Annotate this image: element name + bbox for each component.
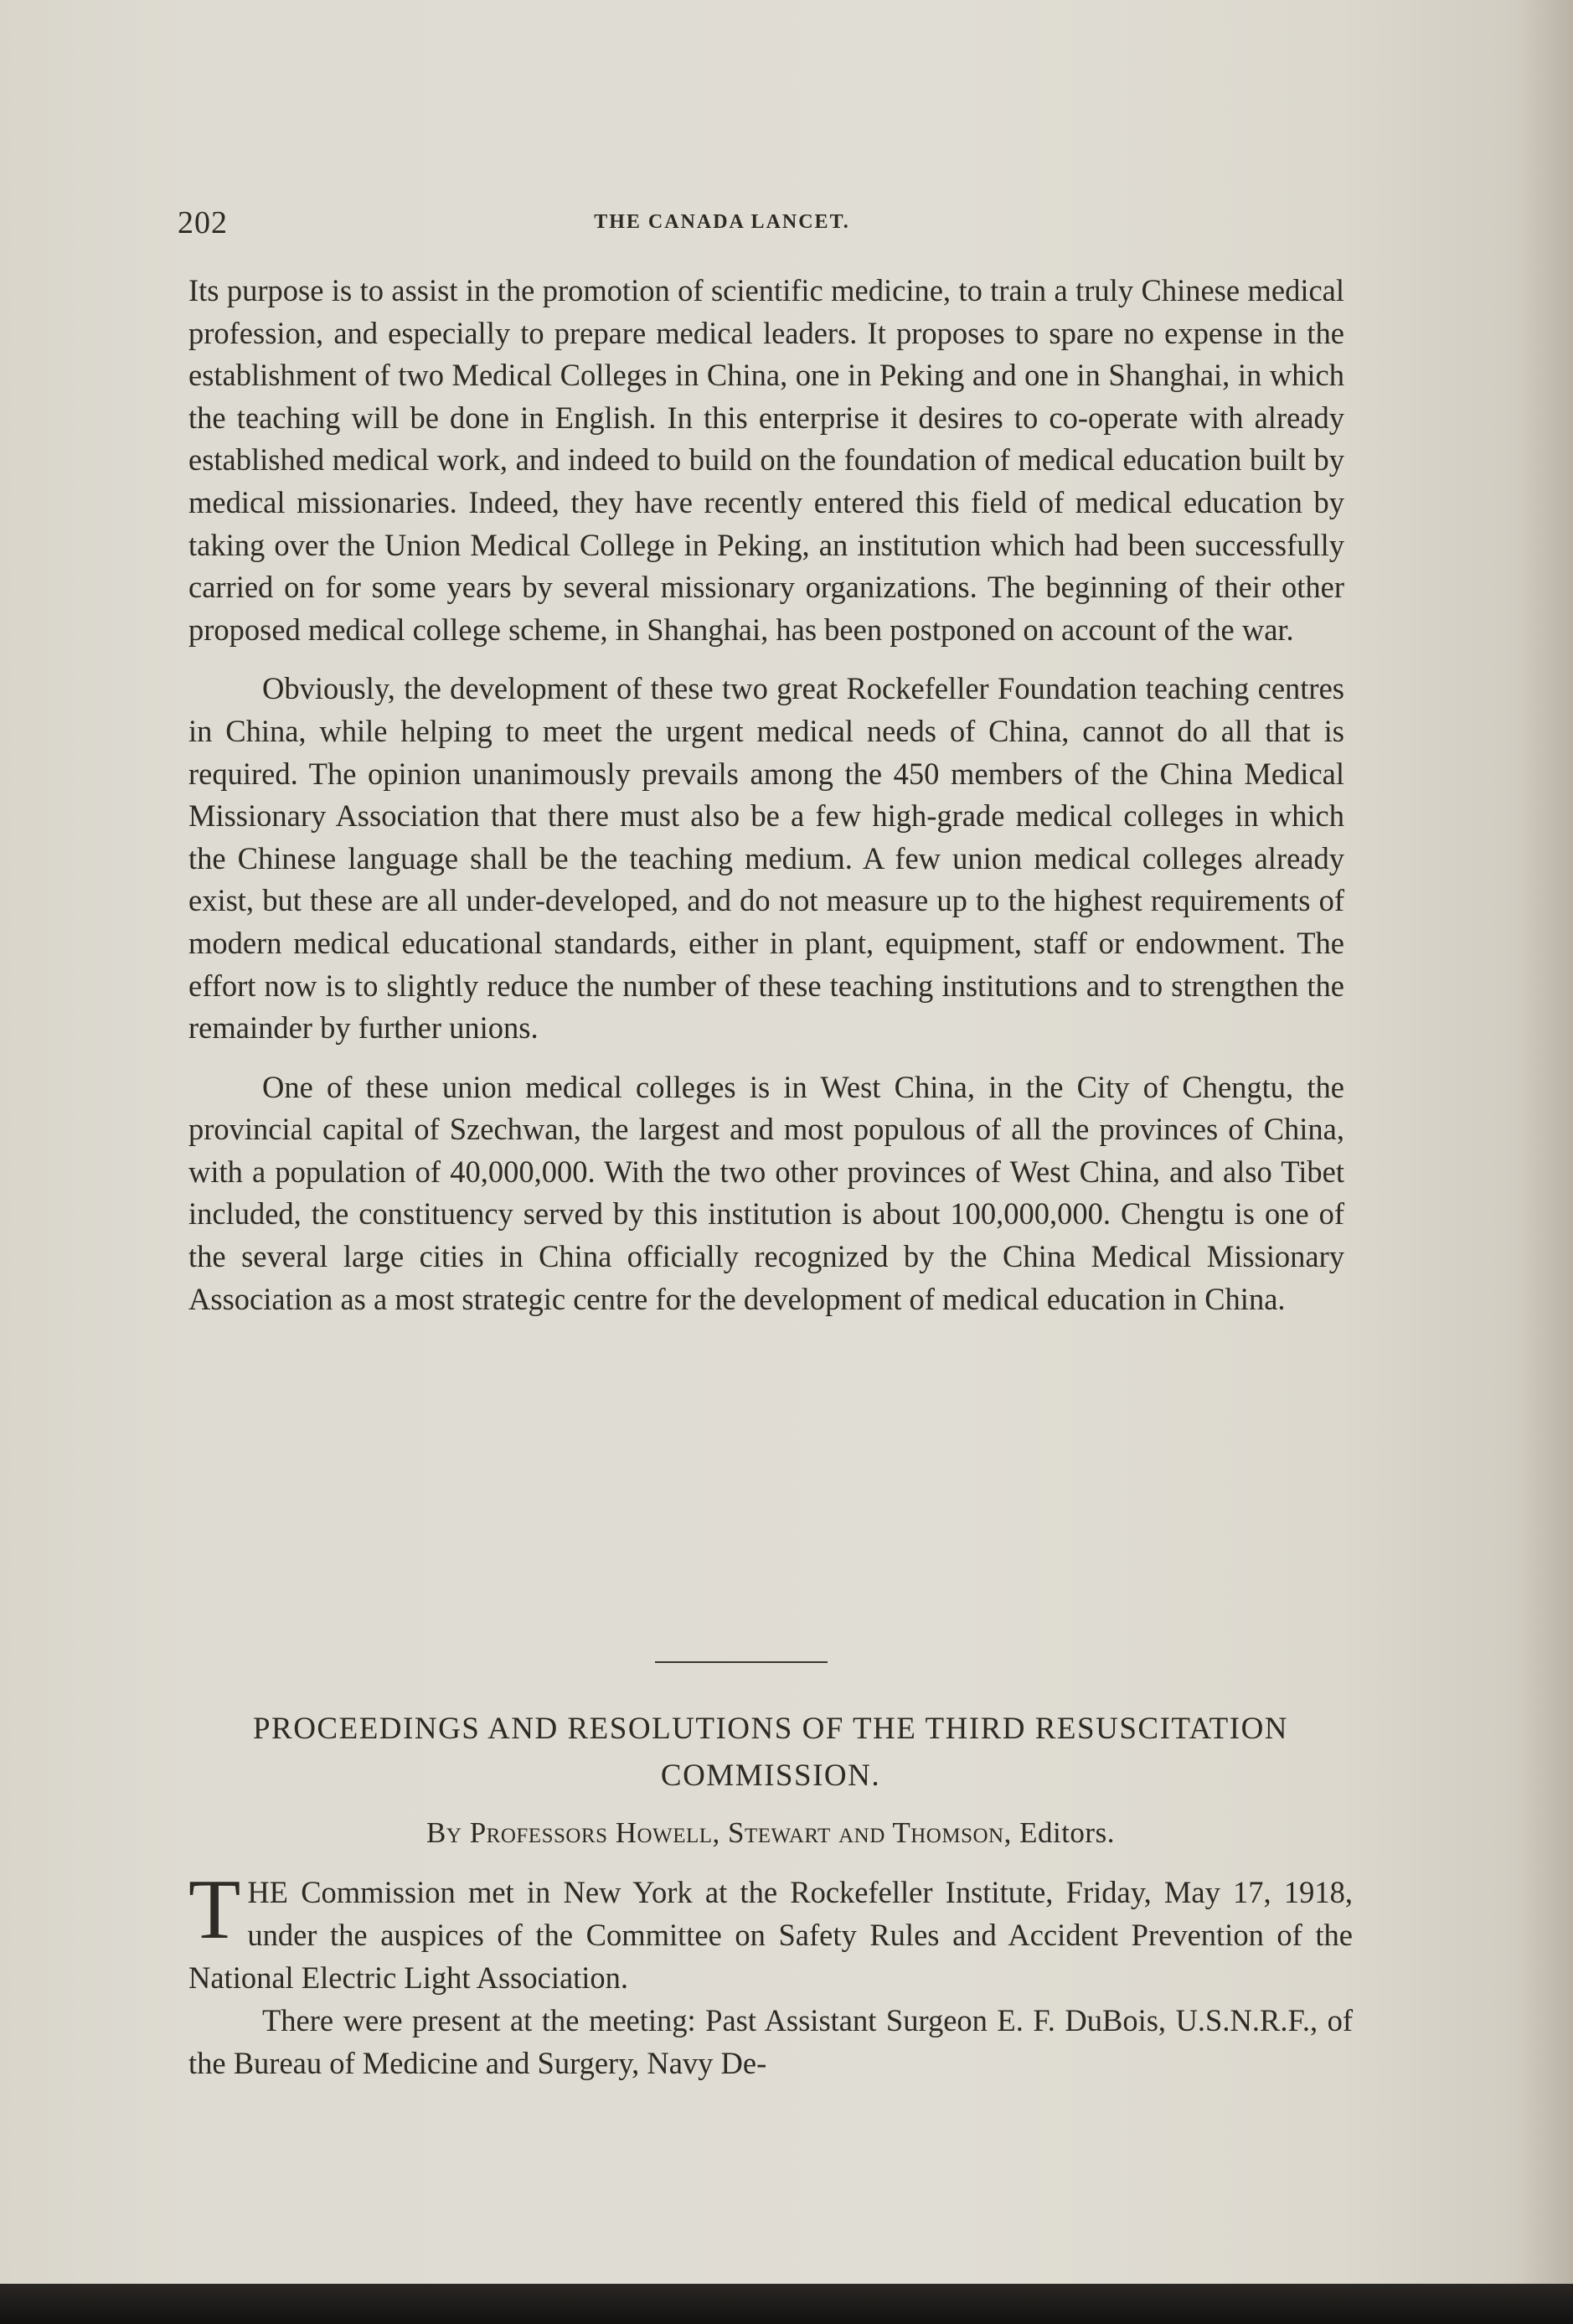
byline-authors: Professors Howell, Stewart and Thomson, [469, 1816, 1012, 1849]
drop-cap: T [188, 1862, 241, 1957]
paragraph-rockefeller: Obviously, the development of these two great Rockefeller Foundation teaching centres in China, while helping to meet the urgent medical needs of China, cannot do all that is required. The opinion unanimously prevails among the 450 members of the China Medical Missionary Association that there must also be a few high-grade medical colleges in which the Chinese language shall be the teaching medium. A few union medical colleges already exist, but these are all under-developed, and do not measure up to the highest requirements of modern medical educational standards, either in plant, equipment, staff or endowment. The effort now is to slightly reduce the number of these teaching institutions and to strengthen the remainder by further unions. [188, 671, 1344, 1046]
section-divider [655, 1661, 828, 1663]
paragraph-present: There were present at the meeting: Past Assistant Surgeon E. F. DuBois, U.S.N.R.F., of the Bureau of Medicine and Surgery, Navy De- [188, 2003, 1353, 2080]
paragraph-commission-met [188, 1862, 1353, 1999]
article-body [188, 1862, 1353, 2084]
article-title: PROCEEDINGS AND RESOLUTIONS OF THE THIRD RESUSCITATION COMMISSION. [252, 1712, 1289, 1793]
paragraph-chengtu: One of these union medical colleges is in West China, in the City of Chengtu, the provincial capital of Szechwan, the largest and most populous of all the provinces of China, with a population of 40,000,000. With the two other provinces of West China, and also Tibet included, the constituency served by this institution is about 100,000,000. Chengtu is one of the several large cities in China officially recognized by the China Medical Missionary Association as a most strategic centre for the development of medical education in China. [188, 1069, 1344, 1316]
byline [188, 1816, 1353, 1850]
byline-prefix: By [426, 1816, 462, 1849]
page-edge-shadow [1514, 0, 1573, 2324]
lead-word: HE [247, 1875, 288, 1909]
byline-suffix: Editors. [1019, 1816, 1115, 1849]
article-continuation [188, 270, 1344, 1320]
page-number: 202 [178, 205, 228, 240]
page-header [178, 204, 1367, 246]
paragraph-commission-met-text: Commission met in New York at the Rockefeller Institute, Friday, May 17, 1918, under the auspices of the Committee on Safety Rules and Accident Prevention of the National Electric Light Association. [188, 1875, 1353, 1995]
paragraph-purpose: Its purpose is to assist in the promotion of scientific medicine, to train a truly Chinese medical profession, and especially to prepare medical leaders. It proposes to spare no expense in the establishment of two Medical Colleges in China, one in Peking and one in Shanghai, in which the teaching will be done in English. In this enterprise it desires to co-operate with already established medical work, and indeed to build on the foundation of medical education built by medical missionaries. Indeed, they have recently entered this field of medical education by taking over the Union Medical College in Peking, an institution which had been successfully carried on for some years by several missionary organizations. The beginning of their other proposed medical college scheme, in Shanghai, has been postponed on account of the war. [188, 273, 1344, 647]
running-head: THE CANADA LANCET. [594, 211, 850, 233]
scan-bottom-edge [0, 2284, 1573, 2324]
